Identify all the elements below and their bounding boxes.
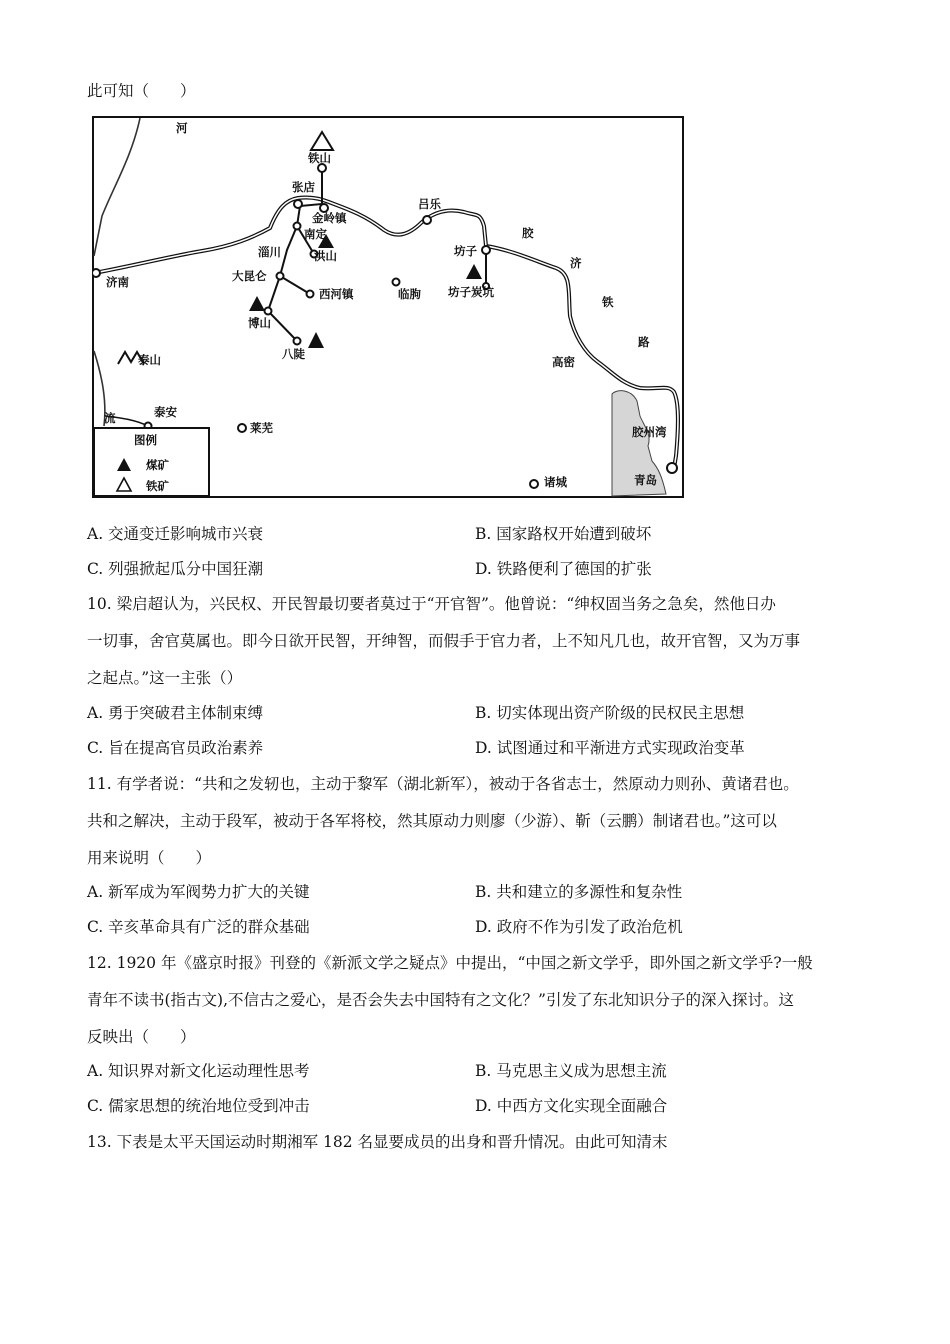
- map-label-tie: 铁: [602, 295, 614, 309]
- q10-option-c: C. 旨在提高官员政治素养: [87, 739, 264, 757]
- q10-stem-line2: 一切事，舍官莫属也。即今日欲开民智，开绅智，而假手于官力者，上不知凡几也，故开官智，又为万事: [87, 632, 801, 650]
- q9-option-d: D. 铁路便利了德国的扩张: [475, 560, 652, 578]
- q11-stem-line3: 用来说明（ ）: [87, 849, 212, 867]
- map-label-linqu: 临朐: [398, 287, 421, 301]
- q11-option-d: D. 政府不作为引发了政治危机: [475, 918, 683, 936]
- legend-iron: 铁矿: [146, 479, 169, 493]
- map-label-boshan: 博山: [248, 316, 271, 330]
- map-label-zichuan: 淄川: [258, 245, 281, 259]
- map-label-lyule: 吕乐: [418, 197, 441, 211]
- legend-title: 图例: [134, 433, 157, 447]
- map-label-zhucheng: 诸城: [544, 475, 567, 489]
- map-label-xihezhen: 西河镇: [319, 287, 354, 301]
- map-label-ji: 济: [570, 256, 582, 270]
- map-label-dakunlun: 大昆仑: [232, 269, 267, 283]
- map-label-zhangdian: 张店: [292, 180, 315, 194]
- map-label-tieshan: 铁山: [308, 151, 331, 165]
- q11-option-a: A. 新军成为军阀势力扩大的关键: [87, 883, 310, 901]
- map-label-nanding: 南定: [304, 227, 327, 241]
- shandong-railway-map: [92, 116, 684, 498]
- question-9-stem-tail: 此可知（ ）: [87, 82, 196, 100]
- map-label-taian: 泰安: [154, 405, 177, 419]
- map-label-lu: 路: [638, 335, 650, 349]
- map-label-gaomi: 高密: [552, 355, 575, 369]
- map-label-qingdao: 青岛: [634, 473, 657, 487]
- q9-option-b: B. 国家路权开始遭到破坏: [475, 525, 652, 543]
- q12-option-c: C. 儒家思想的统治地位受到冲击: [87, 1097, 310, 1115]
- map-label-taishan: 泰山: [138, 353, 161, 367]
- q11-stem-line2: 共和之解决，主动于段军，被动于各军将校，然其原动力则廖（少游）、靳（云鹏）制诸君也。”这可以: [87, 812, 777, 830]
- map-label-jinlingzhen: 金岭镇: [312, 211, 347, 225]
- map-label-jinan: 济南: [106, 275, 129, 289]
- map-label-laiwu: 莱芜: [250, 421, 273, 435]
- q10-option-d: D. 试图通过和平渐进方式实现政治变革: [475, 739, 745, 757]
- map-label-fangzi: 坊子: [454, 244, 477, 258]
- q10-stem-line3: 之起点。”这一主张（）: [87, 669, 243, 687]
- q11-option-c: C. 辛亥革命具有广泛的群众基础: [87, 918, 310, 936]
- q12-stem-line1: 12. 1920 年《盛京时报》刊登的《新派文学之疑点》中提出，“中国之新文学乎，即外国之新文学乎?一般: [87, 954, 813, 972]
- q11-stem-line1: 11. 有学者说：“共和之发轫也，主动于黎军（湖北新军），被动于各省志士，然原动力则孙、黄诸君也。: [87, 775, 799, 793]
- q9-option-c: C. 列强掀起瓜分中国狂潮: [87, 560, 264, 578]
- q12-stem-line3: 反映出（ ）: [87, 1028, 196, 1046]
- q10-option-b: B. 切实体现出资产阶级的民权民主思想: [475, 704, 745, 722]
- q9-option-a: A. 交通变迁影响城市兴衰: [87, 525, 264, 543]
- legend-coal: 煤矿: [146, 458, 169, 472]
- map-label-fangzitankeng: 坊子炭坑: [448, 285, 494, 299]
- q13-stem-line1: 13. 下表是太平天国运动时期湘军 182 名显要成员的出身和晋升情况。由此可知清末: [87, 1133, 668, 1151]
- map-label-jiaozhouwan: 胶州湾: [632, 425, 667, 439]
- map-label-liu: 流: [104, 411, 116, 425]
- q10-option-a: A. 勇于突破君主体制束缚: [87, 704, 264, 722]
- q10-stem-line1: 10. 梁启超认为，兴民权、开民智最切要者莫过于“开官智”。他曾说：“绅权固当务之急矣，然他日办: [87, 595, 776, 613]
- map-label-jiao: 胶: [522, 226, 534, 240]
- map-legend: [94, 428, 209, 496]
- map-label-he: 河: [176, 121, 188, 135]
- q12-option-b: B. 马克思主义成为思想主流: [475, 1062, 667, 1080]
- q11-option-b: B. 共和建立的多源性和复杂性: [475, 883, 683, 901]
- map-label-hongshan: 洪山: [314, 249, 337, 263]
- q12-stem-line2: 青年不读书(指古文),不信古之爱心，是否会失去中国特有之文化？”引发了东北知识分子的深入探讨。这: [87, 991, 794, 1009]
- q12-option-d: D. 中西方文化实现全面融合: [475, 1097, 668, 1115]
- map-label-bapi: 八陡: [282, 347, 305, 361]
- q12-option-a: A. 知识界对新文化运动理性思考: [87, 1062, 310, 1080]
